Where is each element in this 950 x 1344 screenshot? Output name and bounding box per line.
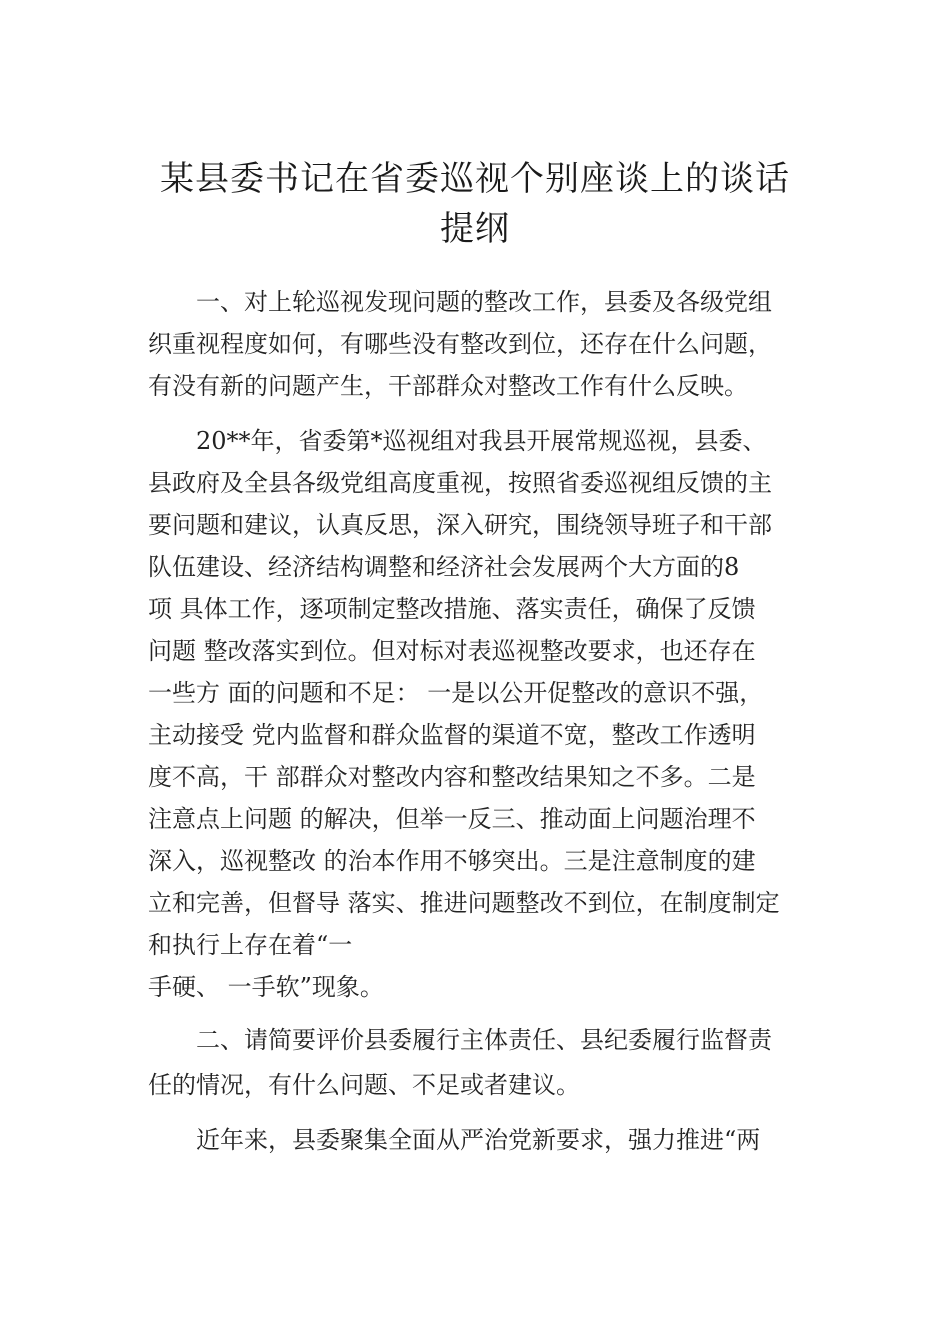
document-title-line-1: 某县委书记在省委巡视个别座谈上的谈话 (160, 159, 790, 199)
answer-1-line-2: 县政府及全县各级党组高度重视，按照省委巡视组反馈的主 (148, 469, 772, 497)
document-title-line-2: 提纲 (440, 209, 510, 249)
question-2-line-1: 二、请简要评价县委履行主体责任、县纪委履行监督责 (196, 1026, 772, 1054)
answer-1-line-9: 度不高，干 部群众对整改内容和整改结果知之不多。二是 (148, 763, 756, 791)
question-1-line-3: 有没有新的问题产生，干部群众对整改工作有什么反映。 (148, 372, 748, 400)
answer-1-line-13: 和执行上存在着“一 (148, 931, 353, 959)
question-2-line-2: 任的情况，有什么问题、不足或者建议。 (148, 1071, 580, 1099)
answer-1-line-12: 立和完善，但督导 落实、推进问题整改不到位，在制度制定 (148, 889, 780, 917)
answer-1-line-3: 要问题和建议，认真反思，深入研究，围绕领导班子和干部 (148, 511, 772, 539)
answer-2-line-1: 近年来，县委聚集全面从严治党新要求，强力推进“两 (196, 1126, 761, 1154)
question-1-line-1: 一、对上轮巡视发现问题的整改工作，县委及各级党组 (196, 288, 772, 316)
answer-1-line-1: 20**年，省委第*巡视组对我县开展常规巡视，县委、 (196, 427, 767, 455)
answer-1-line-5: 项 具体工作，逐项制定整改措施、落实责任，确保了反馈 (148, 595, 756, 623)
answer-1-line-10: 注意点上问题 的解决，但举一反三、推动面上问题治理不 (148, 805, 756, 833)
answer-1-line-11: 深入，巡视整改 的治本作用不够突出。三是注意制度的建 (148, 847, 756, 875)
answer-1-line-8: 主动接受 党内监督和群众监督的渠道不宽，整改工作透明 (148, 721, 756, 749)
answer-1-line-6: 问题 整改落实到位。但对标对表巡视整改要求，也还存在 (148, 637, 756, 665)
answer-1-line-14: 手硬、 一手软”现象。 (148, 973, 384, 1001)
answer-1-line-4: 队伍建设、经济结构调整和经济社会发展两个大方面的8 (148, 553, 740, 581)
question-1-line-2: 织重视程度如何，有哪些没有整改到位，还存在什么问题， (148, 330, 772, 358)
answer-1-line-7: 一些方 面的问题和不足： 一是以公开促整改的意识不强， (148, 679, 764, 707)
